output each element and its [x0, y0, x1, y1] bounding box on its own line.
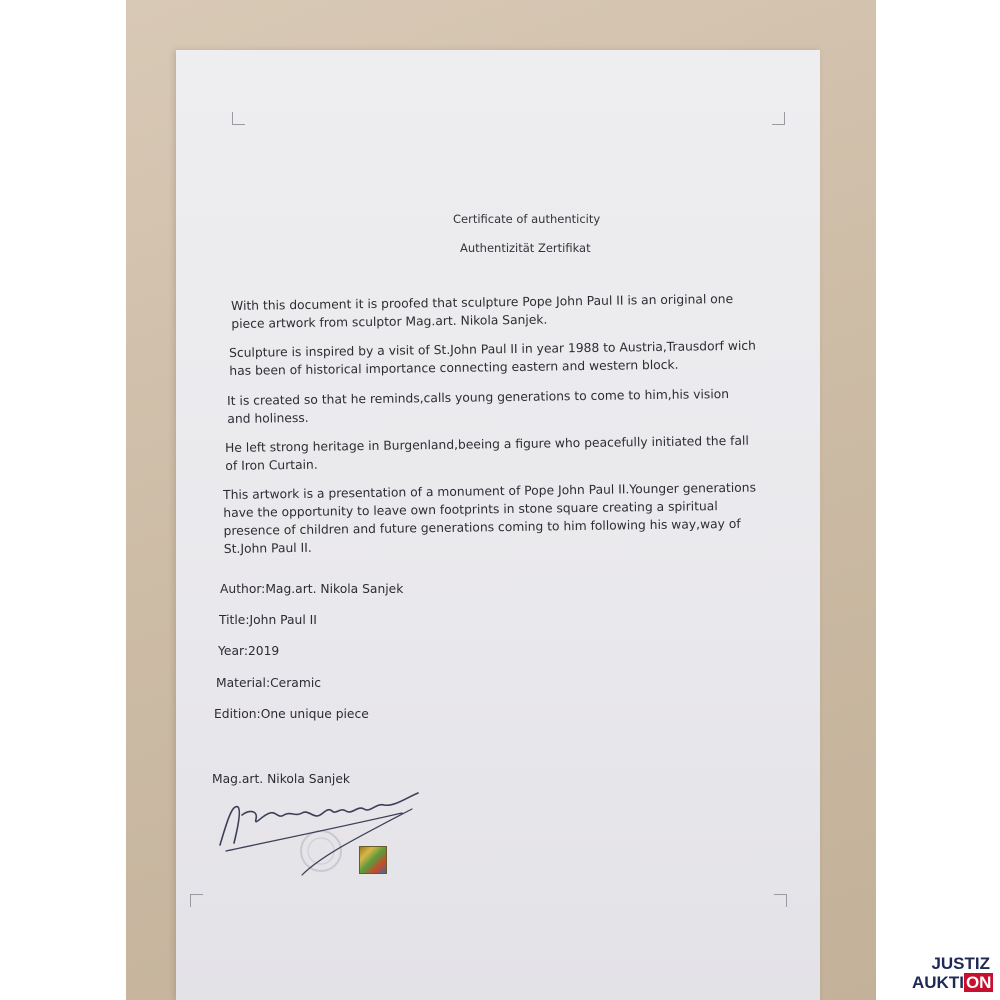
- field-title: Title:John Paul II: [219, 613, 317, 627]
- field-year: Year:2019: [218, 644, 280, 658]
- field-author: Author:Mag.art. Nikola Sanjek: [220, 582, 404, 596]
- field-edition: Edition:One unique piece: [214, 707, 369, 721]
- paragraph-2: Sculpture is inspired by a visit of St.John Paul II in year 1988 to Austria,Trausdorf wich has been of historical importance connecting eastern and western block.: [229, 338, 757, 378]
- paragraph-3: It is created so that he reminds,calls young generations to come to him,his vision and holiness.: [227, 386, 730, 426]
- paragraph-1: With this document it is proofed that sculpture Pope John Paul II is an original one piece artwork from sculptor Mag.art. Nikola Sanjek.: [231, 291, 734, 331]
- certificate-title-de: Authentizität Zertifikat: [460, 241, 591, 255]
- logo-line-1: JUSTIZ: [931, 954, 990, 973]
- logo-line-2-highlight: ON: [965, 973, 992, 992]
- paragraph-4: He left strong heritage in Burgenland,beeing a figure who peacefully initiated the fall of Iron Curtain.: [225, 433, 749, 473]
- logo-line-2: [912, 973, 990, 992]
- certificate-title-en: Certificate of authenticity: [453, 212, 601, 226]
- hologram-sticker-icon: [359, 846, 387, 874]
- paragraph-5: This artwork is a presentation of a monument of Pope John Paul II.Younger generations have the opportunity to leave own footprints in stone square creating a spiritual presence of children and future generations coming to him following his way,way of St.John Paul II.: [223, 480, 757, 556]
- signatory-name: Mag.art. Nikola Sanjek: [212, 772, 351, 786]
- justiz-auktion-logo: [912, 954, 990, 994]
- handwritten-signature-icon: [212, 785, 432, 885]
- field-material: Material:Ceramic: [216, 676, 321, 690]
- logo-line-2-prefix: AUKTI: [912, 973, 964, 992]
